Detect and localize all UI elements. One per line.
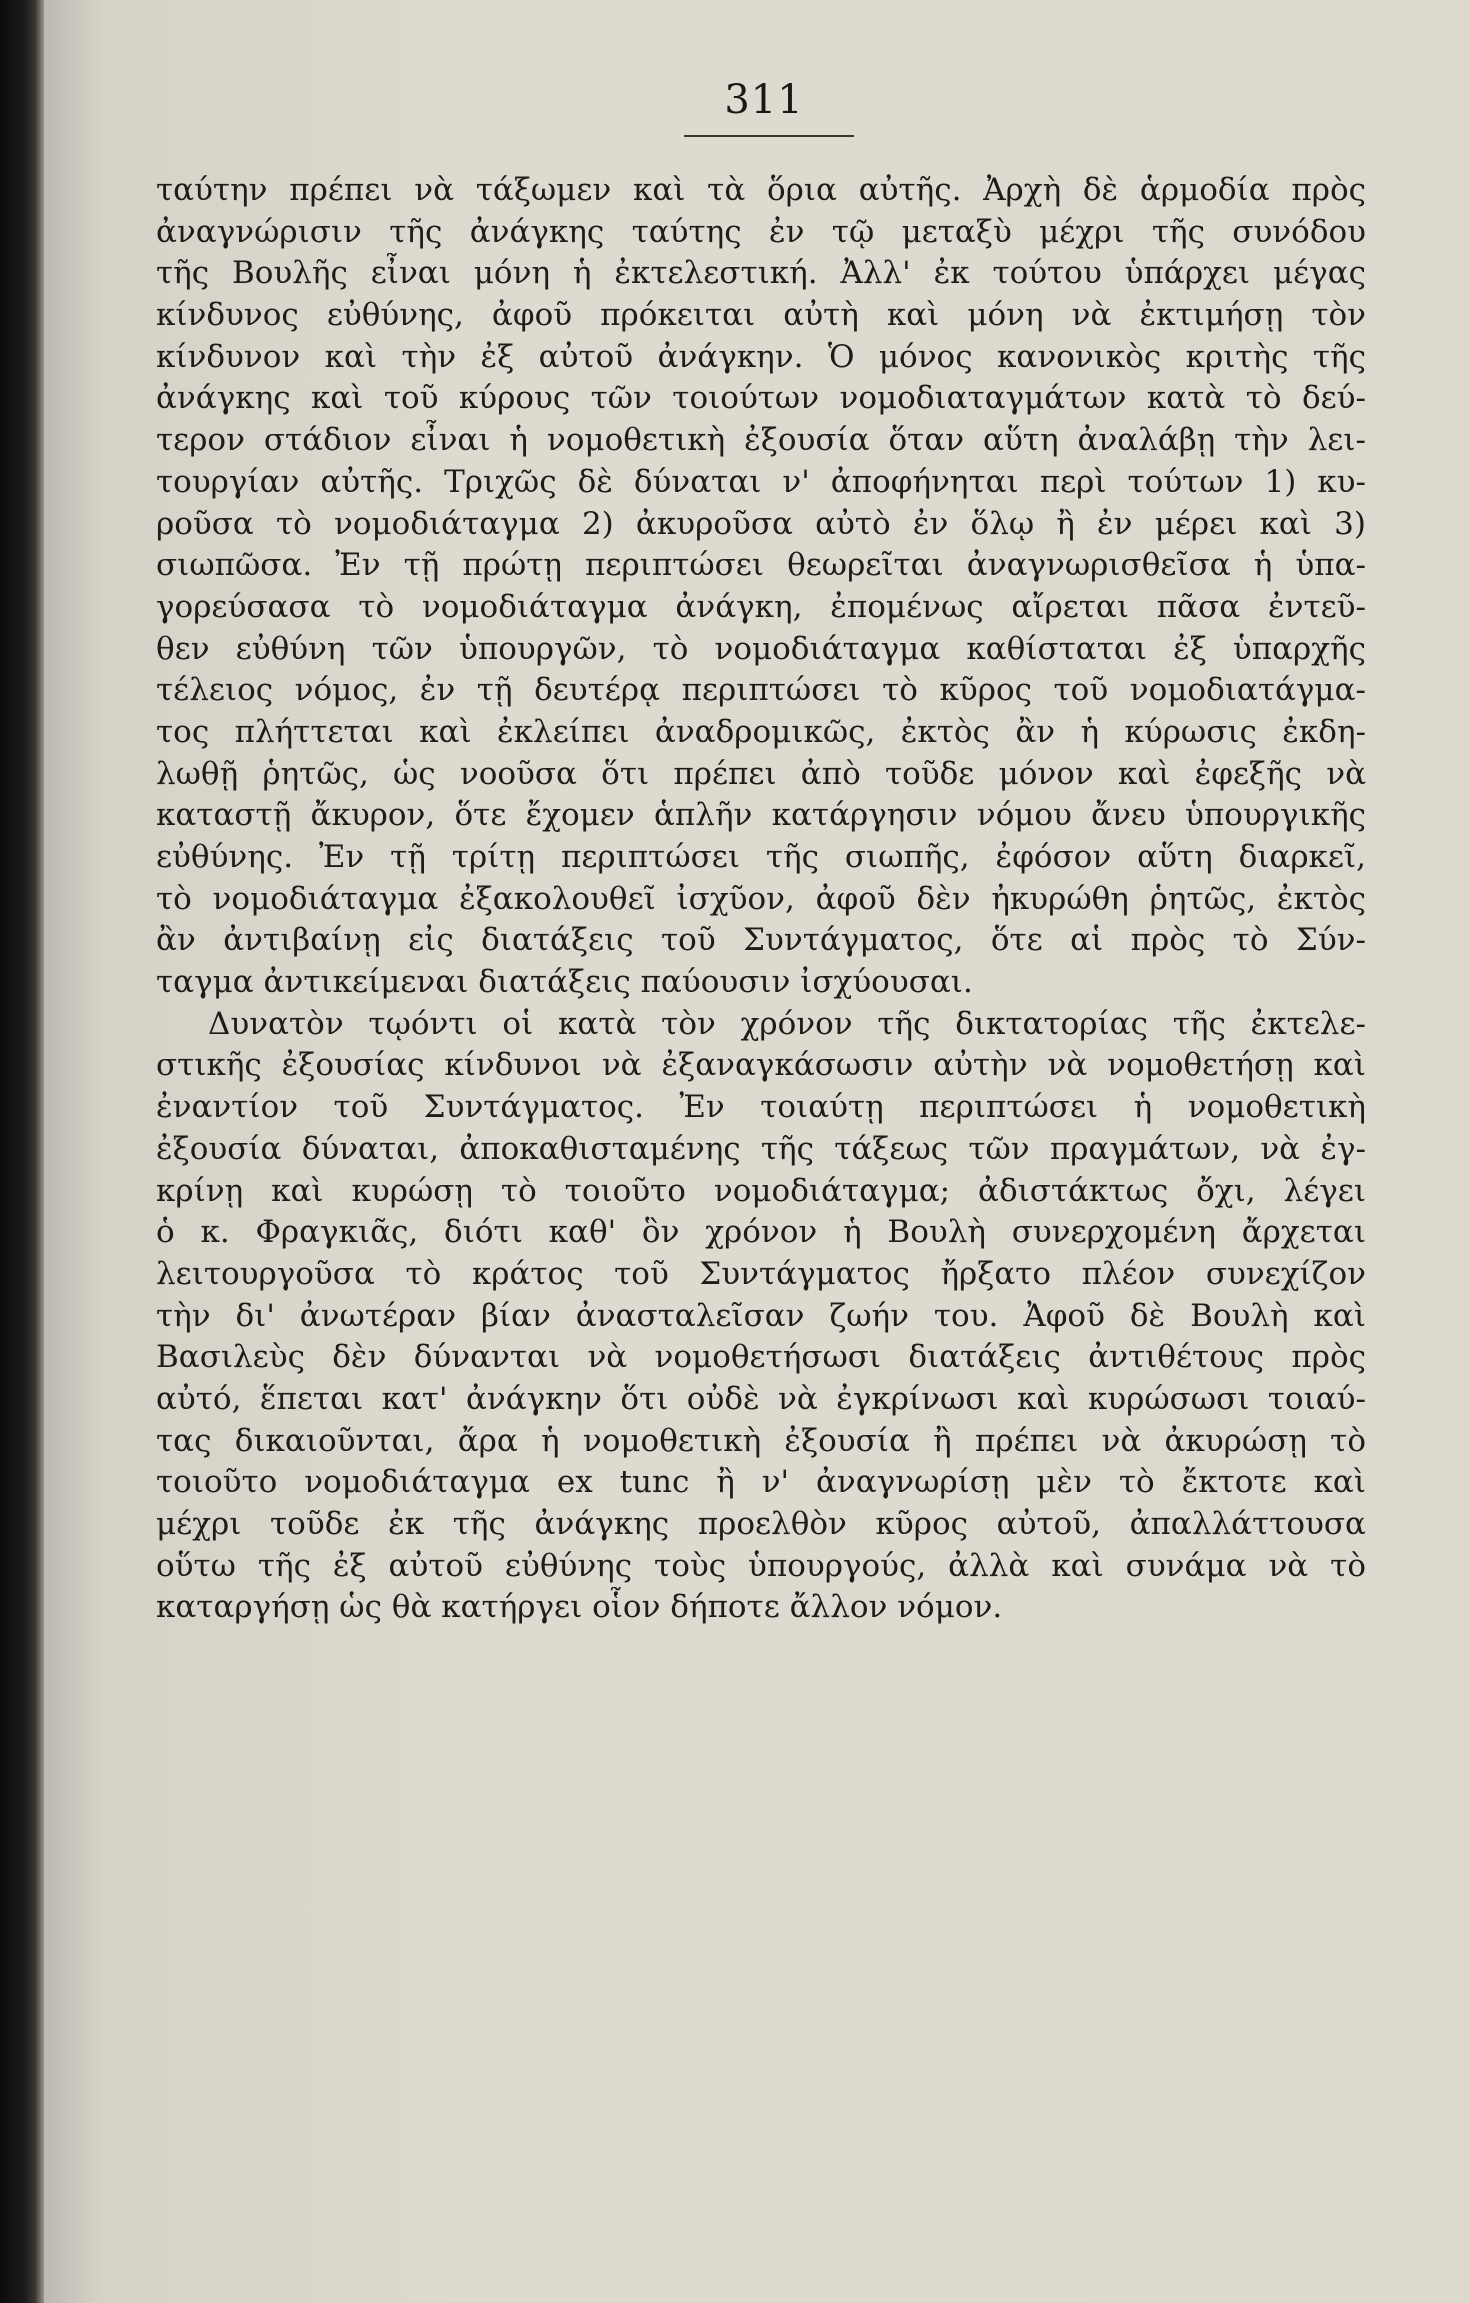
text-line: καταργήσῃ ὡς θὰ κατήργει οἷον δήποτε ἄλλον νόμον. bbox=[156, 1589, 1003, 1626]
text-line: λωθῇ ῥητῶς, ὡς νοοῦσα ὅτι πρέπει ἀπὸ τοῦδε μόνον καὶ ἐφεξῆς νὰ bbox=[156, 755, 1366, 792]
text-line: κρίνῃ καὶ κυρώσῃ τὸ τοιοῦτο νομοδιάταγμα; ἀδιστάκτως ὄχι, λέγει bbox=[156, 1172, 1366, 1209]
page-header bbox=[674, 70, 854, 130]
text-line: τας δικαιοῦνται, ἄρα ἡ νομοθετικὴ ἐξουσία ἢ πρέπει νὰ ἀκυρώσῃ τὸ bbox=[156, 1422, 1366, 1459]
text-line: σιωπῶσα. Ἐν τῇ πρώτῃ περιπτώσει θεωρεῖται ἀναγνωρισθεῖσα ἡ ὑπα- bbox=[156, 547, 1366, 584]
text-line: ἐξουσία δύναται, ἀποκαθισταμένης τῆς τάξεως τῶν πραγμάτων, νὰ ἐγ- bbox=[156, 1130, 1366, 1167]
text-line: τὴν δι' ἀνωτέραν βίαν ἀνασταλεῖσαν ζωήν του. Ἀφοῦ δὲ Βουλὴ καὶ bbox=[156, 1297, 1366, 1334]
page-number: 311 bbox=[724, 77, 804, 123]
text-line: ροῦσα τὸ νομοδιάταγμα 2) ἀκυροῦσα αὐτὸ ἐν ὅλῳ ἢ ἐν μέρει καὶ 3) bbox=[156, 505, 1366, 542]
text-line: Δυνατὸν τῳόντι οἱ κατὰ τὸν χρόνον τῆς δικτατορίας τῆς ἐκτελε- bbox=[208, 1005, 1366, 1042]
text-line: ἀναγνώρισιν τῆς ἀνάγκης ταύτης ἐν τῷ μεταξὺ μέχρι τῆς συνόδου bbox=[156, 213, 1366, 250]
text-line: τος πλήττεται καὶ ἐκλείπει ἀναδρομικῶς, ἐκτὸς ἂν ἡ κύρωσις ἐκδη- bbox=[156, 713, 1366, 750]
header-rule bbox=[684, 135, 854, 137]
text-line: ἀνάγκης καὶ τοῦ κύρους τῶν τοιούτων νομοδιαταγμάτων κατὰ τὸ δεύ- bbox=[156, 380, 1366, 417]
text-line: Βασιλεὺς δὲν δύνανται νὰ νομοθετήσωσι διατάξεις ἀντιθέτους πρὸς bbox=[156, 1339, 1366, 1376]
paragraph-2 bbox=[156, 1004, 1366, 1629]
text-line: τέλειος νόμος, ἐν τῇ δευτέρᾳ περιπτώσει τὸ κῦρος τοῦ νομοδιατάγμα- bbox=[156, 672, 1366, 709]
text-line: ταγμα ἀντικείμεναι διατάξεις παύουσιν ἰσχύουσαι. bbox=[156, 964, 973, 1001]
paragraph-1 bbox=[156, 170, 1366, 1004]
text-line: μέχρι τοῦδε ἐκ τῆς ἀνάγκης προελθὸν κῦρος αὐτοῦ, ἀπαλλάττουσα bbox=[156, 1506, 1366, 1542]
text-line: ὁ κ. Φραγκιᾶς, διότι καθ' ὃν χρόνον ἡ Βουλὴ συνερχομένη ἄρχεται bbox=[156, 1214, 1366, 1251]
text-line: καταστῇ ἄκυρον, ὅτε ἔχομεν ἁπλῆν κατάργησιν νόμου ἄνευ ὑπουργικῆς bbox=[156, 797, 1366, 834]
text-line: ἐναντίον τοῦ Συντάγματος. Ἐν τοιαύτῃ περιπτώσει ἡ νομοθετικὴ bbox=[156, 1089, 1366, 1126]
text-line: τὸ νομοδιάταγμα ἐξακολουθεῖ ἰσχῦον, ἀφοῦ δὲν ἠκυρώθη ῥητῶς, ἐκτὸς bbox=[156, 880, 1366, 917]
text-line: τοιοῦτο νομοδιάταγμα ex tunc ἢ ν' ἀναγνωρίσῃ μὲν τὸ ἔκτοτε καὶ bbox=[156, 1464, 1366, 1501]
text-line: τερον στάδιον εἶναι ἡ νομοθετικὴ ἐξουσία ὅταν αὕτη ἀναλάβῃ τὴν λει- bbox=[156, 422, 1366, 459]
text-line: γορεύσασα τὸ νομοδιάταγμα ἀνάγκη, ἐπομένως αἴρεται πᾶσα ἐντεῦ- bbox=[156, 588, 1366, 625]
text-line: εὐθύνης. Ἐν τῇ τρίτῃ περιπτώσει τῆς σιωπῆς, ἐφόσον αὕτη διαρκεῖ, bbox=[156, 839, 1366, 875]
text-line: τουργίαν αὐτῆς. Τριχῶς δὲ δύναται ν' ἀποφήνηται περὶ τούτων 1) κυ- bbox=[156, 463, 1366, 500]
text-line: λειτουργοῦσα τὸ κράτος τοῦ Συντάγματος ἤρξατο πλέον συνεχίζον bbox=[156, 1255, 1366, 1292]
body-text bbox=[156, 170, 1366, 1629]
text-line: ταύτην πρέπει νὰ τάξωμεν καὶ τὰ ὅρια αὐτῆς. Ἀρχὴ δὲ ἁρμοδία πρὸς bbox=[156, 172, 1366, 208]
text-line: αὐτό, ἕπεται κατ' ἀνάγκην ὅτι οὐδὲ νὰ ἐγκρίνωσι καὶ κυρώσωσι τοιαύ- bbox=[156, 1380, 1366, 1417]
book-spine-shadow bbox=[0, 0, 44, 2303]
text-line: ἂν ἀντιβαίνῃ εἰς διατάξεις τοῦ Συντάγματος, ὅτε αἱ πρὸς τὸ Σύν- bbox=[156, 922, 1366, 959]
text-line: κίνδυνον καὶ τὴν ἐξ αὐτοῦ ἀνάγκην. Ὁ μόνος κανονικὸς κριτὴς τῆς bbox=[156, 338, 1366, 375]
text-line: θεν εὐθύνη τῶν ὑπουργῶν, τὸ νομοδιάταγμα καθίσταται ἐξ ὑπαρχῆς bbox=[156, 630, 1366, 667]
text-line: οὕτω τῆς ἐξ αὐτοῦ εὐθύνης τοὺς ὑπουργούς, ἀλλὰ καὶ συνάμα νὰ τὸ bbox=[156, 1547, 1366, 1584]
text-line: κίνδυνος εὐθύνης, ἀφοῦ πρόκειται αὐτὴ καὶ μόνη νὰ ἐκτιμήσῃ τὸν bbox=[156, 297, 1366, 334]
text-line: τῆς Βουλῆς εἶναι μόνη ἡ ἐκτελεστική. Ἀλλ' ἐκ τούτου ὑπάρχει μέγας bbox=[156, 255, 1366, 292]
book-page bbox=[44, 0, 1470, 2303]
text-line: στικῆς ἐξουσίας κίνδυνοι νὰ ἐξαναγκάσωσιν αὐτὴν νὰ νομοθετήσῃ καὶ bbox=[156, 1047, 1366, 1084]
